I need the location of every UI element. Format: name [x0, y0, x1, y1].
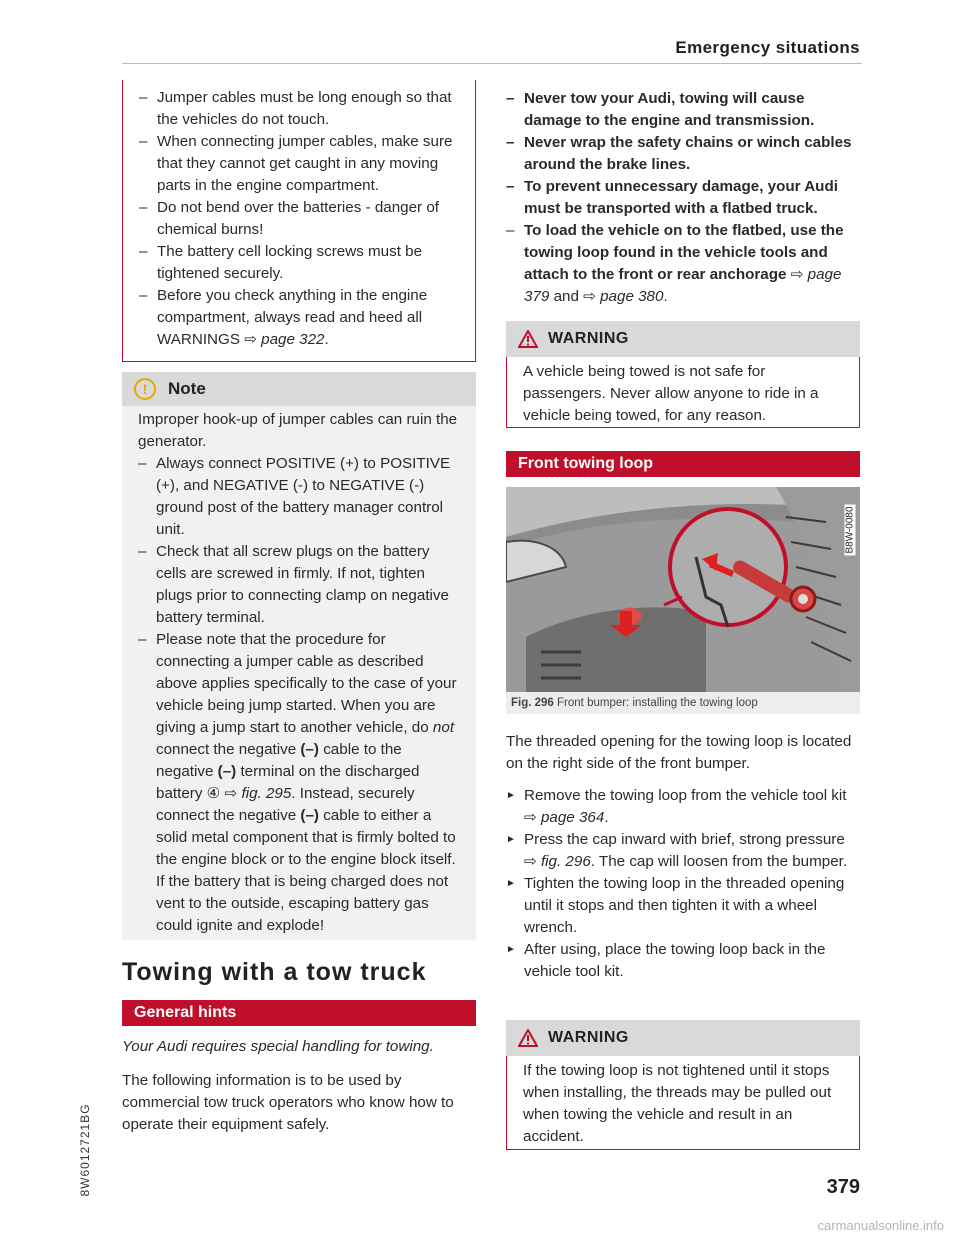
warning-text: If the towing loop is not tightened until it stops when installing, the threads may be pulled out when towing the vehicle and result in an accident.: [523, 1062, 832, 1145]
note-item: – Check that all screw plugs on the battery cells are screwed in firmly. If not, tighten plugs prior to connecting clamp on negative battery terminal.: [138, 541, 460, 629]
warning-item: – When connecting jumper cables, make sure that they cannot get caught in any moving parts in the engine compartment.: [139, 131, 459, 197]
page-ref-link[interactable]: ⇨ page 364: [524, 809, 605, 826]
page-ref-link[interactable]: ⇨ page 379: [524, 266, 842, 305]
step-item: ► Remove the towing loop from the vehicle tool kit ⇨ page 364.: [506, 785, 860, 829]
bold-item: – To prevent unnecessary damage, your Audi must be transported with a flatbed truck.: [506, 176, 860, 220]
step-item: ► Tighten the towing loop in the threaded opening until it stops and then tighten it with a wheel wrench.: [506, 873, 860, 939]
callout-4: ④: [206, 785, 221, 802]
note-header: [122, 372, 476, 406]
warning-header: [506, 321, 860, 357]
warning-title: WARNING: [548, 330, 629, 347]
bold-item: – To load the vehicle on to the flatbed, use the towing loop found in the vehicle tools and attach to the front or rear anchorage ⇨ page 379 and ⇨ page 380.: [506, 220, 860, 308]
warning-triangle-icon: [518, 330, 538, 348]
bold-item: – Never wrap the safety chains or winch cables around the brake lines.: [506, 132, 860, 176]
warning-triangle-icon: [518, 1029, 538, 1047]
warning-continuation-box: [122, 80, 476, 362]
header-rule: [122, 63, 862, 64]
subsection-bar-front-towing-loop: Front towing loop: [506, 451, 860, 477]
warning-item: – Jumper cables must be long enough so that the vehicles do not touch.: [139, 87, 459, 131]
figure-caption: Fig. 296 Front bumper: installing the towing loop: [506, 692, 860, 714]
warning-header: [506, 1020, 860, 1056]
note-item: – Please note that the procedure for connecting a jumper cable as described above applies specifically to the case of your vehicle being jump started. When you are giving a jump start to another vehicle, do not connect the negative (–) cable to the negative (–) terminal on the discharged battery ④ ⇨ fig. 295. Instead, securely connect the negative (–) cable to either a solid metal component that is firmly bolted to the engine block or to the engine block itself. If the battery that is being charged does not vent to the outside, escaping battery gas could ignite and explode!: [138, 629, 460, 937]
note-body: [122, 406, 476, 940]
warning-item: – The battery cell locking screws must be tightened securely.: [139, 241, 459, 285]
running-header: Emergency situations: [675, 38, 860, 57]
step-item: ► After using, place the towing loop back in the vehicle tool kit.: [506, 939, 860, 983]
figure-code: B8W-0080: [844, 506, 856, 554]
warning-item: – Before you check anything in the engine compartment, always read and heed all WARNINGS ⇨ page 322.: [139, 285, 459, 351]
warning-text: A vehicle being towed is not safe for passengers. Never allow anyone to ride in a vehicle being towed, for any reason.: [523, 363, 819, 424]
warning-item: – Do not bend over the batteries - danger of chemical burns!: [139, 197, 459, 241]
exclamation-circle-icon: !: [134, 378, 156, 400]
body-paragraph: The following information is to be used by commercial tow truck operators who know how to operate their equipment safely.: [122, 1072, 454, 1133]
page-ref-link[interactable]: ⇨ page 380: [583, 288, 664, 305]
section-heading: Towing with a tow truck: [122, 958, 427, 986]
figure-ref-link[interactable]: ⇨ fig. 296: [524, 853, 591, 870]
body-paragraph: The threaded opening for the towing loop is located on the right side of the front bumper.: [506, 733, 852, 772]
page-number: 379: [826, 1176, 860, 1198]
figure-front-bumper: [506, 487, 860, 692]
step-item: ► Press the cap inward with brief, strong pressure ⇨ fig. 296. The cap will loosen from the bumper.: [506, 829, 860, 873]
bold-item: – Never tow your Audi, towing will cause damage to the engine and transmission.: [506, 88, 860, 132]
note-title: Note: [168, 379, 206, 398]
note-item: – Always connect POSITIVE (+) to POSITIVE (+), and NEGATIVE (-) to NEGATIVE (-) ground post of the battery manager control unit.: [138, 453, 460, 541]
watermark: carmanualsonline.info: [817, 1218, 944, 1233]
bumper-illustration: [506, 487, 860, 692]
page-ref-link[interactable]: ⇨ page 322: [244, 331, 325, 348]
document-code: 8W6012721BG: [78, 1103, 92, 1197]
subsection-bar-general-hints: General hints: [122, 1000, 476, 1026]
figure-ref-link[interactable]: ⇨ fig. 295: [224, 785, 292, 802]
warning-body: [506, 1056, 860, 1150]
warning-body: [506, 357, 860, 428]
note-intro: Improper hook-up of jumper cables can ruin the generator.: [138, 411, 458, 450]
intro-italic: Your Audi requires special handling for towing.: [122, 1038, 434, 1055]
warning-title: WARNING: [548, 1029, 629, 1046]
